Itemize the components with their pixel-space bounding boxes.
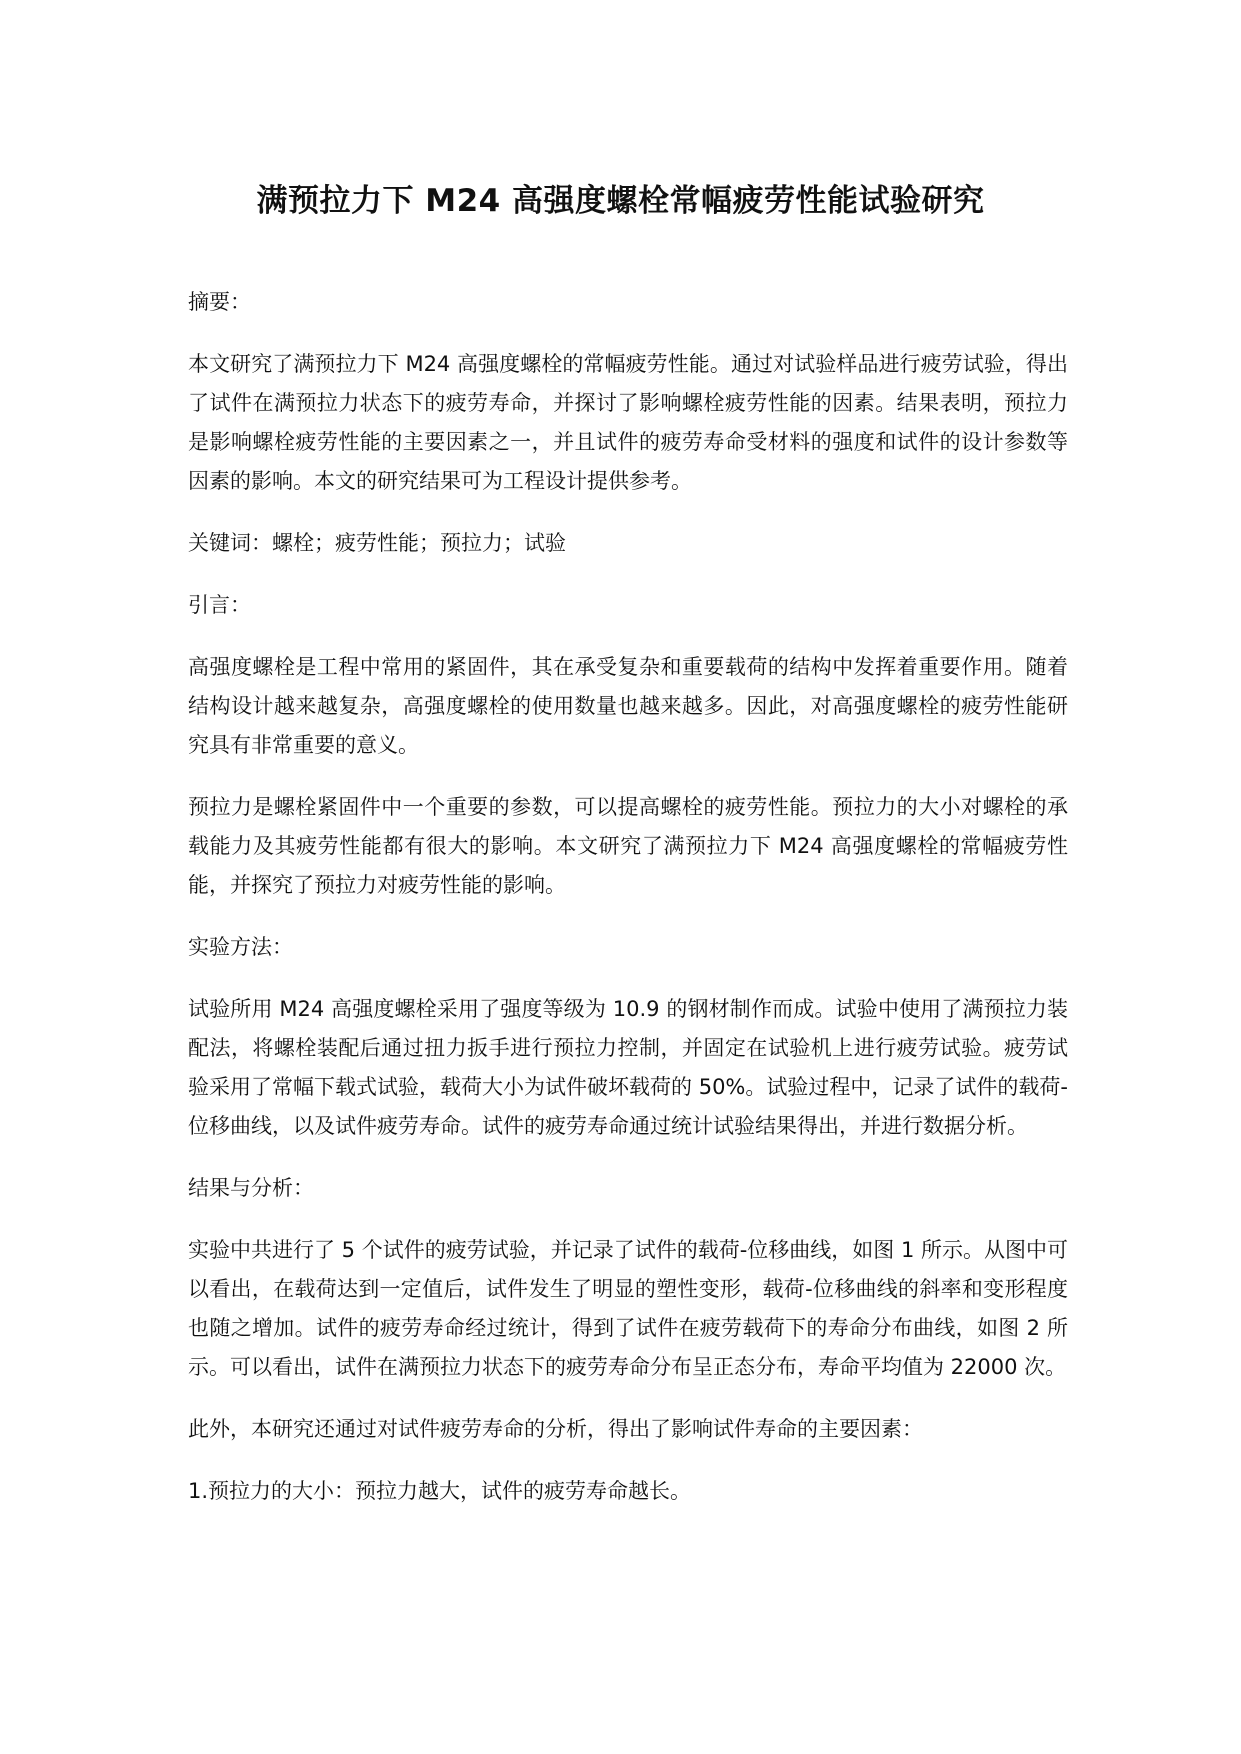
results-paragraph-2: 此外，本研究还通过对试件疲劳寿命的分析，得出了影响试件寿命的主要因素： bbox=[188, 1417, 923, 1441]
method-paragraph: 试验所用 M24 高强度螺栓采用了强度等级为 10.9 的钢材制作而成。试验中使用了满预拉力装配法，将螺栓装配后通过扭力扳手进行预拉力控制，并固定在试验机上进行疲劳试验。疲劳试验采用了常幅下载式试验，载荷大小为试件破坏载荷的 50%。试验过程中，记录了试件的载荷-位移曲线，以及试件疲劳寿命。试件的疲劳寿命通过统计试验结果得出，并进行数据分析。 bbox=[188, 997, 1068, 1138]
introduction-paragraph-1: 高强度螺栓是工程中常用的紧固件，其在承受复杂和重要载荷的结构中发挥着重要作用。随着结构设计越来越复杂，高强度螺栓的使用数量也越来越多。因此，对高强度螺栓的疲劳性能研究具有非常重要的意义。 bbox=[188, 655, 1068, 757]
abstract-heading: 摘要： bbox=[188, 290, 251, 314]
method-heading: 实验方法： bbox=[188, 935, 293, 959]
keywords-line: 关键词：螺栓；疲劳性能；预拉力；试验 bbox=[188, 531, 566, 555]
factor-item-1: 1.预拉力的大小：预拉力越大，试件的疲劳寿命越长。 bbox=[188, 1479, 692, 1503]
abstract-paragraph: 本文研究了满预拉力下 M24 高强度螺栓的常幅疲劳性能。通过对试验样品进行疲劳试验，得出了试件在满预拉力状态下的疲劳寿命，并探讨了影响螺栓疲劳性能的因素。结果表明，预拉力是影响螺栓疲劳性能的主要因素之一，并且试件的疲劳寿命受材料的强度和试件的设计参数等因素的影响。本文的研究结果可为工程设计提供参考。 bbox=[188, 352, 1068, 493]
page-title: 满预拉力下 M24 高强度螺栓常幅疲劳性能试验研究 bbox=[256, 183, 985, 219]
results-paragraph-1: 实验中共进行了 5 个试件的疲劳试验，并记录了试件的载荷-位移曲线，如图 1 所示。从图中可以看出，在载荷达到一定值后，试件发生了明显的塑性变形，载荷-位移曲线的斜率和变形程度也随之增加。试件的疲劳寿命经过统计，得到了试件在疲劳载荷下的寿命分布曲线，如图 2 所示。可以看出，试件在满预拉力状态下的疲劳寿命分布呈正态分布，寿命平均值为 22000 次。 bbox=[188, 1238, 1068, 1379]
results-heading: 结果与分析： bbox=[188, 1176, 314, 1200]
document-body bbox=[188, 283, 1068, 1534]
introduction-paragraph-2: 预拉力是螺栓紧固件中一个重要的参数，可以提高螺栓的疲劳性能。预拉力的大小对螺栓的承载能力及其疲劳性能都有很大的影响。本文研究了满预拉力下 M24 高强度螺栓的常幅疲劳性能，并探究了预拉力对疲劳性能的影响。 bbox=[188, 795, 1068, 897]
introduction-heading: 引言： bbox=[188, 593, 251, 617]
